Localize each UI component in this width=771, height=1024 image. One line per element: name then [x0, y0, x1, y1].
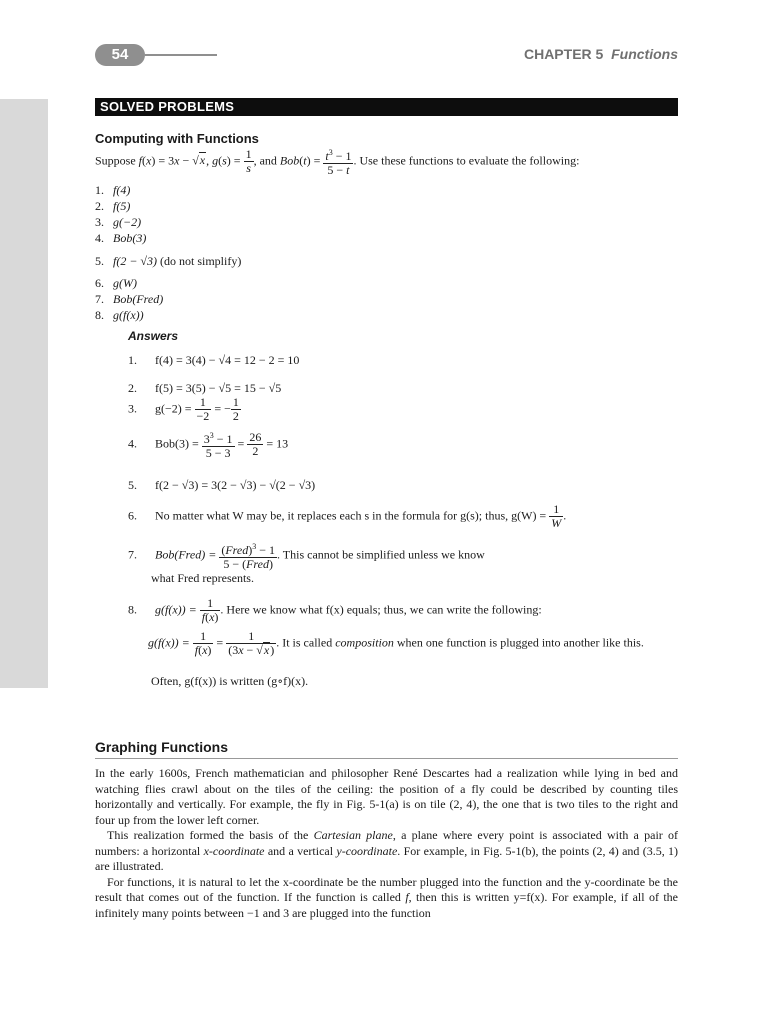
question-item: 8. g(f(x)) — [95, 308, 144, 322]
answer-2: 2. f(5) = 3(5) − √5 = 15 − √5 — [128, 381, 282, 395]
section-title: SOLVED PROBLEMS — [100, 99, 235, 114]
intro-line: Suppose f(x) = 3x − √x, g(s) = $\frac{1}{s}$ , and Bob(t) = $\frac{t^3 - 1}{5 - t}$ . Use these functions to evaluate the following: — [95, 147, 580, 177]
graphing-title: Graphing Functions — [95, 739, 228, 755]
computing-title: Computing with Functions — [95, 131, 259, 146]
question-item: 1. f(4) — [95, 183, 131, 197]
answer-4: 4. Bob(3) = $\frac{3^3 - 1}{5 - 3}$ = $\frac{26}{2}$ = 13 — [128, 430, 289, 460]
answer-8: 8. g(f(x)) = $\frac{1}{f(x)}$ . Here we know what f(x) equals; thus, we can write the following: — [128, 596, 542, 624]
answer-7-continued: what Fred represents. — [151, 571, 254, 585]
paragraph-3: For functions, it is natural to let the x-coordinate be the number plugged into the function and the y-coordinate be the result that comes out of the function. If the function is called f, then this is written y=f(x). For example, if all of the infinitely many points between −1 and 3 are plugged into the function — [95, 874, 679, 920]
graphing-paragraphs — [95, 766, 678, 921]
question-item: 4. Bob(3) — [95, 231, 147, 245]
intro-prefix: Suppose — [95, 153, 136, 168]
answer-7: 7. Bob(Fred) = $\frac{(Fred)^3 - 1}{\text{5 − (Fred)}}$ . This cannot be simplified unless we know — [128, 542, 485, 571]
answer-5: 5. f(2 − √3) = 3(2 − √3) − √(2 − √3) — [128, 478, 316, 492]
chapter-header — [500, 46, 678, 62]
question-item: 6. g(W) — [95, 276, 137, 290]
side-tab — [0, 99, 48, 688]
question-item: 7. Bob(Fred) — [95, 292, 164, 306]
page-number: 54 — [111, 46, 129, 63]
question-item: 5. f(2 − √3) (do not simplify) — [95, 254, 242, 268]
header-rule — [145, 54, 217, 56]
graphing-rule — [95, 758, 678, 759]
intro-suffix: Use these functions to evaluate the following: — [359, 153, 580, 168]
answers-title: Answers — [128, 329, 179, 343]
question-item: 3. g(−2) — [95, 215, 142, 229]
page-number-badge — [95, 44, 145, 66]
paragraph-2: This realization formed the basis of the Cartesian plane, a plane where every point is associated with a pair of numbers: a horizontal x-coordinate and a vertical y-coordinate. For example, in Fig. 5-1(b), the points (2, 4) and (3.5, 1) are illustrated. — [95, 828, 679, 873]
answer-1: 1. f(4) = 3(4) − √4 = 12 − 2 = 10 — [128, 353, 300, 367]
answer-3: 3. g(−2) = $\frac{1}{-2}$ = − $\frac{1}{2}$ — [128, 395, 239, 423]
answer-8-note: Often, g(f(x)) is written (g∘f)(x). — [151, 674, 309, 688]
paragraph-1: In the early 1600s, French mathematician and philosopher René Descartes had a realization while lying in bed and watching flies crawl about on the tiles of the ceiling: the position of a fly could be described by counting tiles horizontally and vertically. For example, the fly in Fig. 5-1(a) is on tile (2, 4), the one that is two tiles to the right and four up from the lower left corner. — [95, 766, 678, 827]
answer-8-composition: g(f(x)) = $\frac{1}{f(x)}$ = $\frac{1}{(3x - √x)}$ . It is called composition when one function is plugged into another like this. — [148, 629, 644, 657]
question-item: 2. f(5) — [95, 199, 131, 213]
chapter-title: Functions — [611, 46, 678, 62]
chapter-label: CHAPTER 5 — [523, 46, 604, 62]
answer-6: 6. No matter what W may be, it replaces each s in the formula for g(s); thus, g(W) = $\frac{1}{W}$ . — [128, 502, 567, 530]
